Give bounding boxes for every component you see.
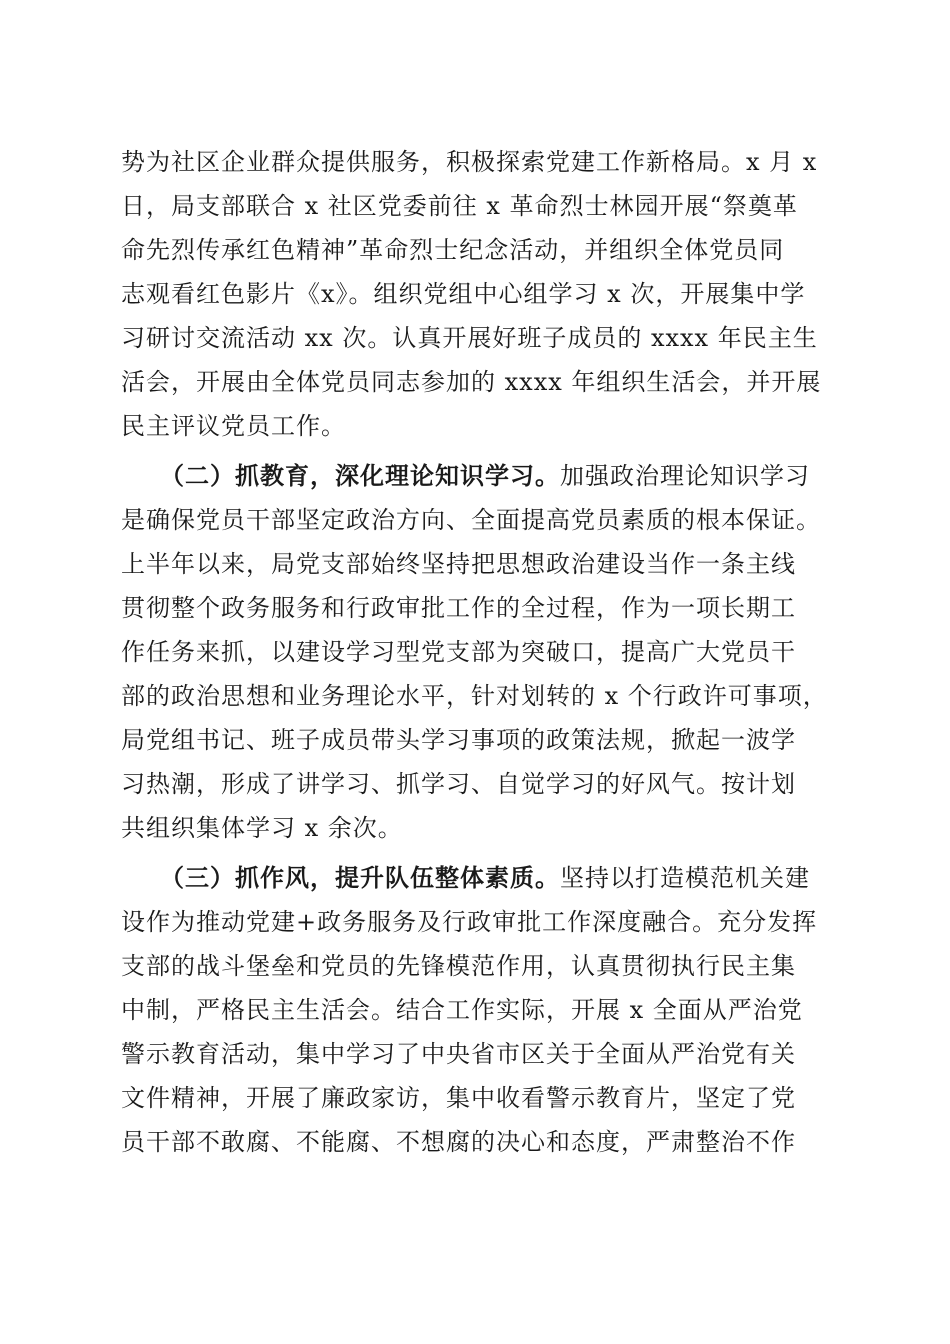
paragraph-line: 部的政治思想和业务理论水平，针对划转的 x 个行政许可事项， [121,682,828,710]
paragraph-line: 势为社区企业群众提供服务，积极探索党建工作新格局。x 月 x [121,148,818,176]
paragraph-line: 支部的战斗堡垒和党员的先锋模范作用，认真贯彻执行民主集 [121,952,796,980]
paragraph-text: 坚持以打造模范机关建 [560,864,810,892]
paragraph-line: 共组织集体学习 x 余次。 [121,814,403,842]
paragraph-line: 设作为推动党建+政务服务及行政审批工作深度融合。充分发挥 [121,908,818,936]
paragraph-line: 命先烈传承红色精神”革命烈士纪念活动，并组织全体党员同 [121,236,785,264]
paragraph-line: 日，局支部联合 x 社区党委前往 x 革命烈士林园开展“祭奠革 [121,192,798,220]
paragraph-line: 志观看红色影片《x》。组织党组中心组学习 x 次，开展集中学 [121,280,806,308]
paragraph-line: 贯彻整个政务服务和行政审批工作的全过程，作为一项长期工 [121,594,796,622]
paragraph-line: 活会，开展由全体党员同志参加的 xxxx 年组织生活会，并开展 [121,368,822,396]
paragraph-first-line [160,456,831,496]
paragraph-text: 加强政治理论知识学习 [560,462,810,490]
paragraph-line: 局党组书记、班子成员带头学习事项的政策法规，掀起一波学 [121,726,796,754]
paragraph-line: 习热潮，形成了讲学习、抓学习、自觉学习的好风气。按计划 [121,770,796,798]
paragraph-first-line [160,858,831,898]
paragraph-line: 文件精神，开展了廉政家访，集中收看警示教育片，坚定了党 [121,1084,796,1112]
paragraph-line: 警示教育活动，集中学习了中央省市区关于全面从严治党有关 [121,1040,796,1068]
paragraph-line: 习研讨交流活动 xx 次。认真开展好班子成员的 xxxx 年民主生 [121,324,818,352]
paragraph-line: 是确保党员干部坚定政治方向、全面提高党员素质的根本保证。 [121,506,821,534]
paragraph-line: 民主评议党员工作。 [121,412,346,440]
paragraph-line: 作任务来抓，以建设学习型党支部为突破口，提高广大党员干 [121,638,796,666]
section-heading: （三）抓作风，提升队伍整体素质。 [160,863,560,892]
paragraph-line: 上半年以来，局党支部始终坚持把思想政治建设当作一条主线 [121,550,796,578]
section-heading: （二）抓教育，深化理论知识学习。 [160,461,560,490]
paragraph-line: 员干部不敢腐、不能腐、不想腐的决心和态度，严肃整治不作 [121,1128,796,1156]
paragraph-line: 中制，严格民主生活会。结合工作实际，开展 x 全面从严治党 [121,996,803,1024]
